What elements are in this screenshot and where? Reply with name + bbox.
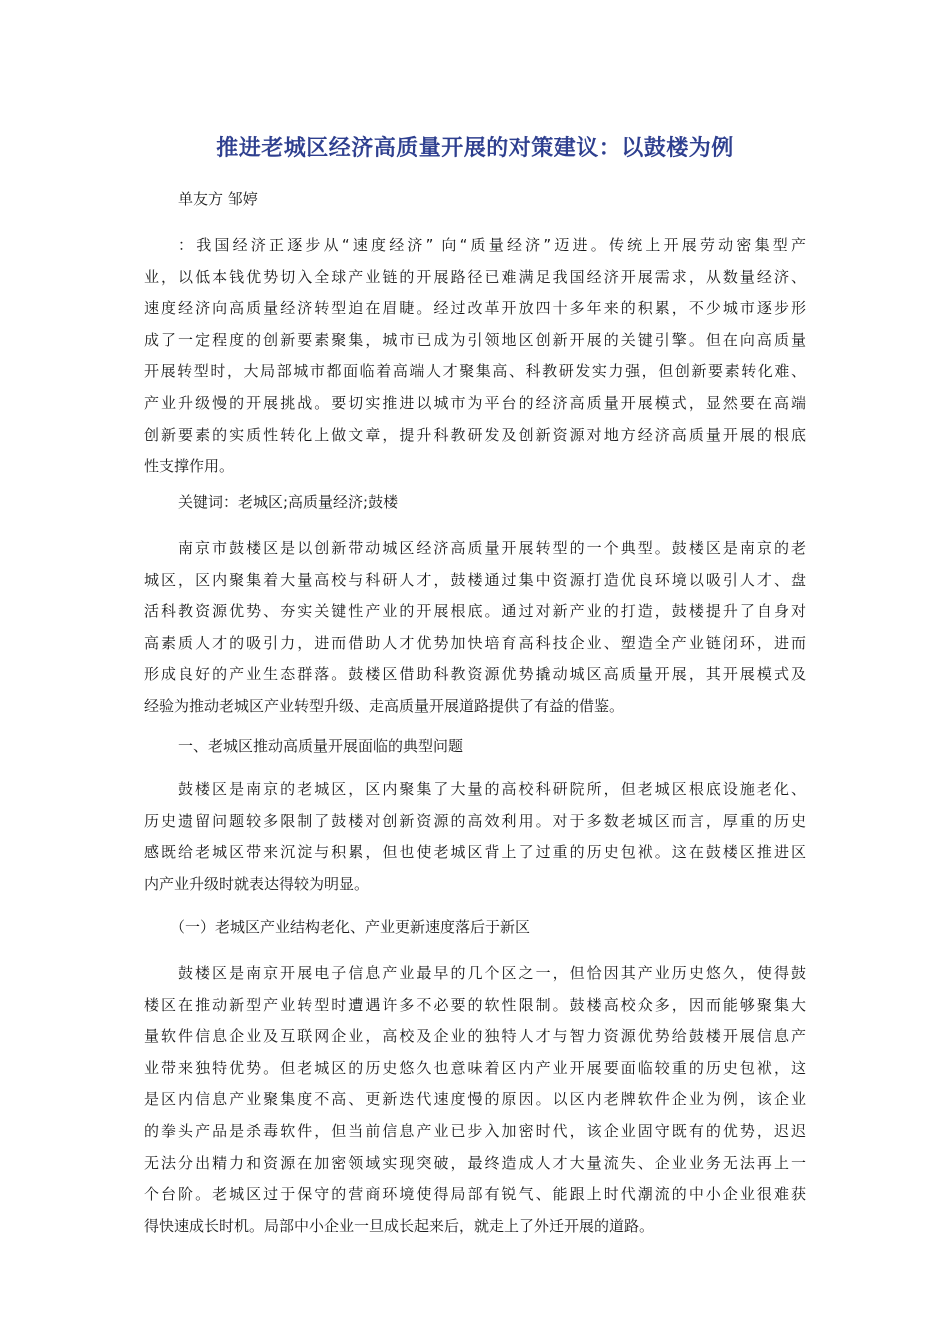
subsection1-line: 鼓楼区是南京开展电子信息产业最早的几个区之一，但恰因其产业历史悠久，使得鼓 [178,964,806,982]
document-title: 推进老城区经济高质量开展的对策建议：以鼓楼为例 [216,136,734,161]
subsection1-line: 业带来独特优势。但老城区的历史悠久也意味着区内产业开展要面临较重的历史包袱，这 [144,1058,806,1077]
abstract-line: 开展转型时，大局部城市都面临着高端人才聚集高、科教研发实力强，但创新要素转化难、 [144,362,806,381]
section1-line: 感既给老城区带来沉淀与积累，但也使老城区背上了过重的历史包袱。这在鼓楼区推进区 [144,843,806,862]
subsection1-line: 个台阶。老城区过于保守的营商环境使得局部有锐气、能跟上时代潮流的中小企业很难获 [144,1185,806,1204]
section1-heading: 一、老城区推动高质量开展面临的典型问题 [178,737,464,755]
subsection1-paragraph [144,958,806,1242]
abstract-line: 性支撑作用。 [144,457,235,476]
section1-line: 内产业升级时就表达得较为明显。 [144,874,370,893]
intro-line: 活科教资源优势、夯实关键性产业的开展根底。通过对新产业的打造，鼓楼提升了自身对 [144,602,806,621]
section1-paragraph [144,774,806,900]
intro-line: 城区，区内聚集着大量高校与科研人才，鼓楼通过集中资源打造优良环境以吸引人才、盘 [144,570,806,589]
authors: 单友方 邹婷 [178,190,258,208]
abstract-line: 创新要素的实质性转化上做文章，提升科教研发及创新资源对地方经济高质量开展的根底 [144,425,806,444]
authors-line [144,184,806,216]
keywords: 关键词：老城区;高质量经济;鼓楼 [178,493,399,511]
section1-heading-line [144,731,806,763]
subsection1-line: 的拳头产品是杀毒软件，但当前信息产业已步入加密时代，该企业固守既有的优势，迟迟 [144,1121,806,1140]
subsection1-line: 得快速成长时机。局部中小企业一旦成长起来后，就走上了外迁开展的道路。 [144,1216,655,1235]
subsection1-line: 无法分出精力和资源在加密领域实现突破，最终造成人才大量流失、企业业务无法再上一 [144,1153,806,1172]
intro-line: 高素质人才的吸引力，进而借助人才优势加快培育高科技企业、塑造全产业链闭环，进而 [144,633,806,652]
intro-line: 经验为推动老城区产业转型升级、走高质量开展道路提供了有益的借鉴。 [144,696,625,715]
abstract-line: 速度经济向高质量经济转型迫在眉睫。经过改革开放四十多年来的积累，不少城市逐步形 [144,299,806,318]
subsection1-heading: （一）老城区产业结构老化、产业更新速度落后于新区 [170,918,531,936]
subsection1-line: 量软件信息企业及互联网企业，高校及企业的独特人才与智力资源优势给鼓楼开展信息产 [144,1027,806,1046]
intro-paragraph [144,533,806,723]
subsection1-line: 楼区在推动新型产业转型时遭遇许多不必要的软性限制。鼓楼高校众多，因而能够聚集大 [144,995,806,1014]
section1-line: 历史遗留问题较多限制了鼓楼对创新资源的高效利用。对于多数老城区而言，厚重的历史 [144,811,806,830]
subsection1-line: 是区内信息产业聚集度不高、更新迭代速度慢的原因。以区内老牌软件企业为例，该企业 [144,1090,806,1109]
abstract-line: 产业升级慢的开展挑战。要切实推进以城市为平台的经济高质量开展模式，显然要在高端 [144,393,806,412]
keywords-line [144,487,806,519]
abstract-line: ：我国经济正逐步从“速度经济” 向“质量经济”迈进。传统上开展劳动密集型产 [178,236,806,254]
section1-line: 鼓楼区是南京的老城区，区内聚集了大量的高校科研院所，但老城区根底设施老化、 [178,780,806,798]
subsection1-heading-line [144,912,806,944]
abstract-line: 成了一定程度的创新要素聚集，城市已成为引领地区创新开展的关键引擎。但在向高质量 [144,330,806,349]
abstract-line: 业，以低本钱优势切入全球产业链的开展路径已难满足我国经济开展需求，从数量经济、 [144,267,806,286]
intro-line: 形成良好的产业生态群落。鼓楼区借助科教资源优势撬动城区高质量开展，其开展模式及 [144,665,806,684]
intro-line: 南京市鼓楼区是以创新带动城区经济高质量开展转型的一个典型。鼓楼区是南京的老 [178,539,806,557]
abstract-paragraph [144,230,806,483]
